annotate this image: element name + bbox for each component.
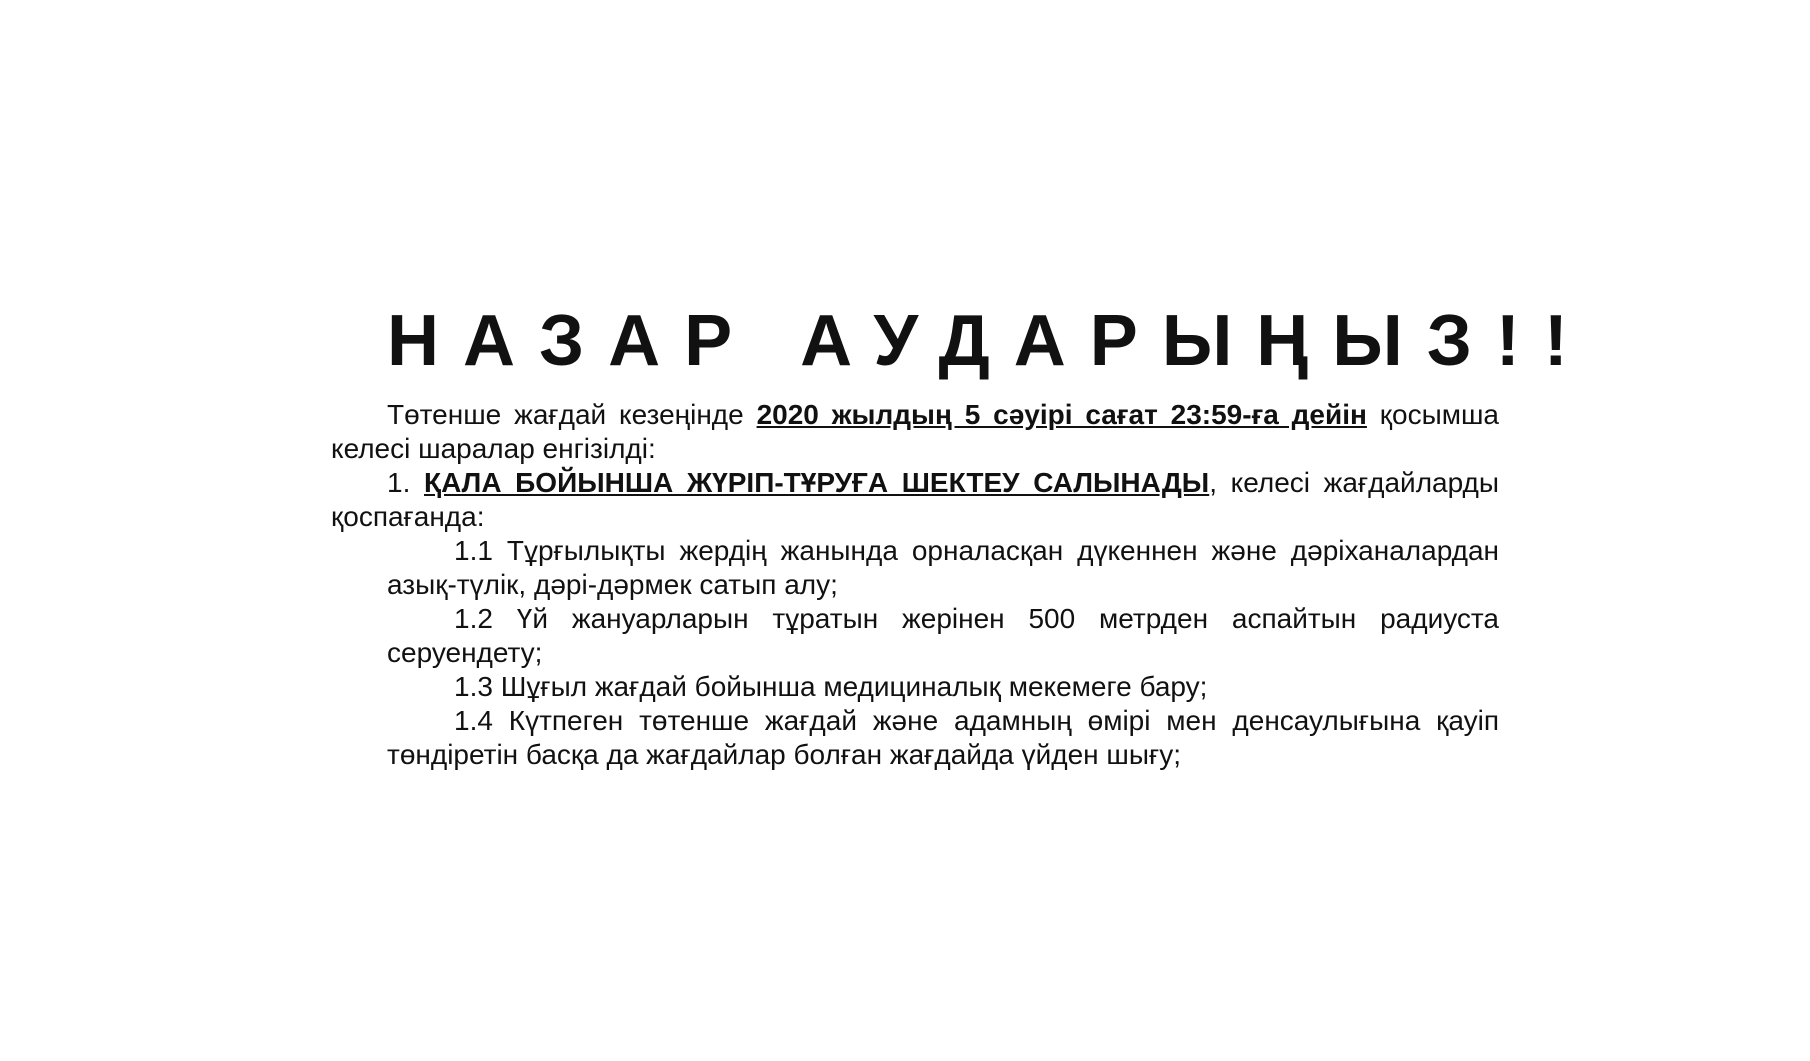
- intro-text-after: қосымша келесі шаралар енгізілді:: [331, 399, 1500, 464]
- item-1-paragraph: [331, 466, 1499, 534]
- item-1-number: 1.: [387, 467, 425, 498]
- notice-title: НАЗАР АУДАРЫҢЫЗ!!: [387, 301, 1592, 381]
- movement-restriction-highlight: ҚАЛА БОЙЫНША ЖҮРІП-ТҰРУҒА ШЕКТЕУ САЛЫНАДЫ: [424, 467, 1210, 498]
- deadline-highlight: 2020 жылдың 5 сәуірі сағат 23:59-ға дейін: [756, 399, 1367, 430]
- item-1-text-after: , келесі жағдайларды қоспағанда:: [331, 467, 1500, 532]
- subitem-1-2: 1.2 Үй жануарларын тұратын жерінен 500 метрден аспайтын радиуста серуендету;: [387, 603, 1499, 668]
- subitem-1-3: 1.3 Шұғыл жағдай бойынша медициналық мекемеге бару;: [454, 671, 1208, 702]
- notice-document: [331, 296, 1592, 772]
- subitem-1-4: 1.4 Күтпеген төтенше жағдай және адамның өмірі мен денсаулығына қауіп төндіретін басқа да жағдайлар болған жағдайда үйден шығу;: [387, 705, 1499, 770]
- notice-body: [331, 398, 1499, 772]
- intro-text-before: Төтенше жағдай кезеңінде: [387, 399, 757, 430]
- intro-paragraph: [331, 398, 1499, 466]
- subitem-1-1: 1.1 Тұрғылықты жердің жанында орналасқан дүкеннен және дәріханалардан азық-түлік, дәрі-дәрмек сатып алу;: [387, 535, 1499, 600]
